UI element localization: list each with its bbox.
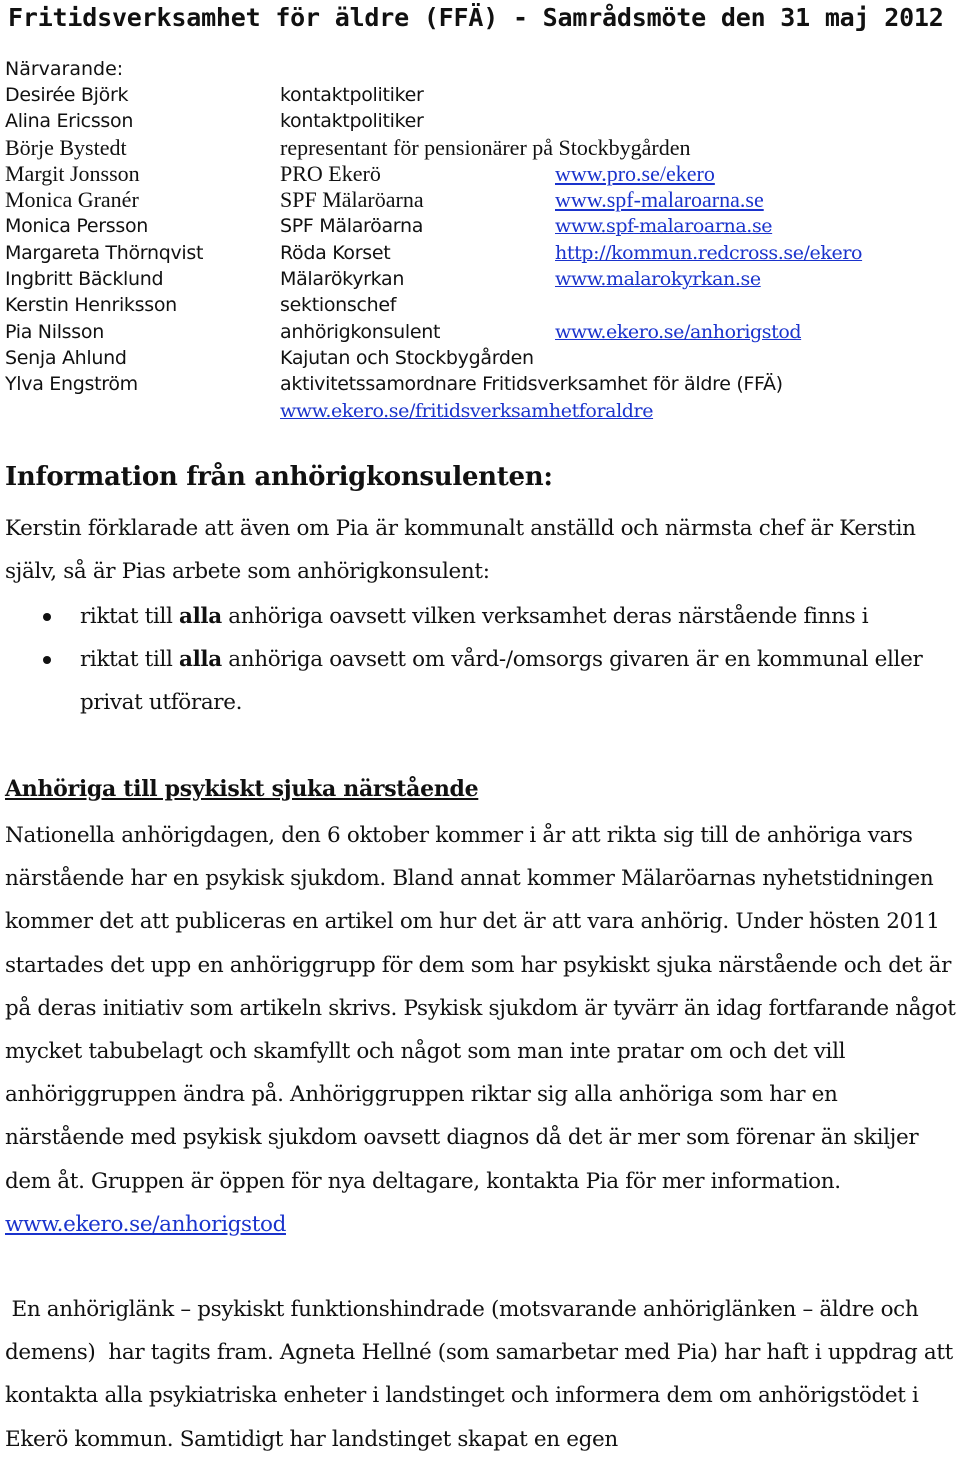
bullet-text: anhöriga oavsett om vård-/omsorgs givaren är en kommunal eller privat utförare. bbox=[80, 647, 923, 716]
attendee-name: Pia Nilsson bbox=[5, 320, 104, 343]
attendance-header: Närvarande: bbox=[5, 58, 124, 80]
attendance-row bbox=[5, 187, 955, 213]
section-body-paragraph-2: En anhöriglänk – psykiskt funktionshindrade (motsvarande anhöriglänken – äldre och demens) har tagits fram. Agneta Hellné (som samarbetar med Pia) har haft i uppdrag att kontakta alla psykiatriska enheter i landstinget och informera dem om anhörigstödet i Ekerö kommun. Samtidigt har landstinget skapat en egen bbox=[5, 1297, 960, 1452]
attendance-row bbox=[5, 82, 955, 108]
attendance-row bbox=[5, 266, 955, 292]
bullet-emphasis: alla bbox=[179, 604, 222, 629]
ffa-link[interactable]: www.ekero.se/fritidsverksamhetforaldre bbox=[280, 399, 654, 422]
attendee-role: Kajutan och Stockbygården bbox=[280, 346, 534, 369]
attendance-row bbox=[5, 319, 955, 345]
attendee-link[interactable]: www.spf-malaroarna.se bbox=[555, 187, 764, 213]
attendee-role: SPF Mälaröarna bbox=[280, 215, 424, 238]
attendee-name: Ingbritt Bäcklund bbox=[5, 268, 164, 291]
bullet-text: riktat till bbox=[80, 604, 180, 629]
attendee-role: sektionschef bbox=[280, 294, 397, 317]
attendee-role: kontaktpolitiker bbox=[280, 110, 424, 133]
attendance-row bbox=[5, 108, 955, 134]
attendee-name: Alina Ericsson bbox=[5, 110, 134, 133]
bullet-emphasis: alla bbox=[179, 647, 222, 673]
attendee-link[interactable]: www.pro.se/ekero bbox=[555, 160, 715, 186]
section-body-paragraph bbox=[5, 814, 960, 1246]
attendee-name: Margareta Thörnqvist bbox=[5, 241, 204, 264]
attendee-role: Mälarökyrkan bbox=[280, 268, 405, 291]
section-heading-anhorigkonsulent: Information från anhörigkonsulenten: bbox=[5, 462, 553, 492]
attendance-row bbox=[5, 292, 955, 318]
paragraph-text: Nationella anhörigdagen, den 6 oktober kommer i år att rikta sig till de anhöriga vars närstående har en psykisk sjukdom. Bland annat kommer Mälaröarnas nyhetstidningen kommer det att publiceras en artikel om hur det är att vara anhörig. Under hösten 2011 startades det upp en anhöriggrupp för dem som har psykiskt sjuka närstående och det är på deras initiativ som artikeln skrivs. Psykisk sjukdom är tyvärr än idag fortfarande något mycket tabubelagt och skamfyllt och något som man inte pratar om och det vill anhöriggruppen ändra på. Anhöriggruppen riktar sig alla anhöriga som har en närstående med psykisk sjukdom oavsett diagnos då det är mer som förenar än skiljer dem åt. Gruppen är öppen för nya deltagare, kontakta Pia för mer information. bbox=[5, 823, 956, 1194]
attendance-row bbox=[5, 240, 955, 266]
attendance-row bbox=[5, 213, 955, 239]
attendee-link[interactable]: http://kommun.redcross.se/ekero bbox=[555, 241, 863, 264]
attendee-name: Kerstin Henriksson bbox=[5, 294, 177, 317]
attendee-name: Monica Granér bbox=[5, 187, 139, 213]
attendee-link[interactable]: www.malarokyrkan.se bbox=[555, 268, 761, 291]
attendance-row bbox=[5, 345, 955, 371]
bullet-item bbox=[5, 638, 960, 724]
attendee-name: Ylva Engström bbox=[5, 373, 138, 396]
document-page bbox=[5, 0, 960, 1452]
bullet-item bbox=[5, 595, 960, 638]
document-title: Fritidsverksamhet för äldre (FFÄ) - Samrådsmöte den 31 maj 2012 bbox=[8, 3, 944, 32]
bullet-text: riktat till bbox=[80, 647, 180, 673]
bullet-text: anhöriga oavsett vilken verksamhet deras närstående finns i bbox=[221, 604, 869, 629]
attendee-name: Senja Ahlund bbox=[5, 346, 127, 369]
attendee-role: PRO Ekerö bbox=[280, 160, 381, 186]
attendee-name: Börje Bystedt bbox=[5, 134, 127, 160]
attendee-link[interactable]: www.spf-malaroarna.se bbox=[555, 215, 773, 238]
attendee-name: Monica Persson bbox=[5, 215, 149, 238]
attendee-role: representant för pensionärer på Stockbygården bbox=[280, 134, 691, 160]
bullet-icon bbox=[43, 656, 51, 664]
attendee-role: anhörigkonsulent bbox=[280, 320, 441, 343]
attendance-row bbox=[5, 161, 955, 187]
attendee-name: Margit Jonsson bbox=[5, 160, 140, 186]
anhorigstod-link[interactable]: www.ekero.se/anhorigstod bbox=[5, 1211, 286, 1237]
attendee-link[interactable]: www.ekero.se/anhorigstod bbox=[555, 320, 802, 343]
attendance-list bbox=[5, 56, 955, 424]
bullet-list bbox=[5, 595, 960, 725]
attendance-row bbox=[5, 371, 955, 397]
attendee-role: kontaktpolitiker bbox=[280, 84, 424, 106]
section-heading-psykiskt-sjuka: Anhöriga till psykiskt sjuka närstående bbox=[5, 776, 479, 802]
bullet-icon bbox=[43, 613, 51, 621]
attendance-row bbox=[5, 135, 955, 161]
attendee-role: aktivitetssamordnare Fritidsverksamhet för äldre (FFÄ) bbox=[280, 373, 783, 396]
attendance-row bbox=[5, 398, 955, 424]
attendee-role: SPF Mälaröarna bbox=[280, 187, 424, 213]
attendee-role: Röda Korset bbox=[280, 241, 391, 264]
attendee-name: Desirée Björk bbox=[5, 84, 129, 106]
section-intro-paragraph: Kerstin förklarade att även om Pia är kommunalt anställd och närmsta chef är Kerstin själv, så är Pias arbete som anhörigkonsulent: bbox=[5, 516, 916, 585]
